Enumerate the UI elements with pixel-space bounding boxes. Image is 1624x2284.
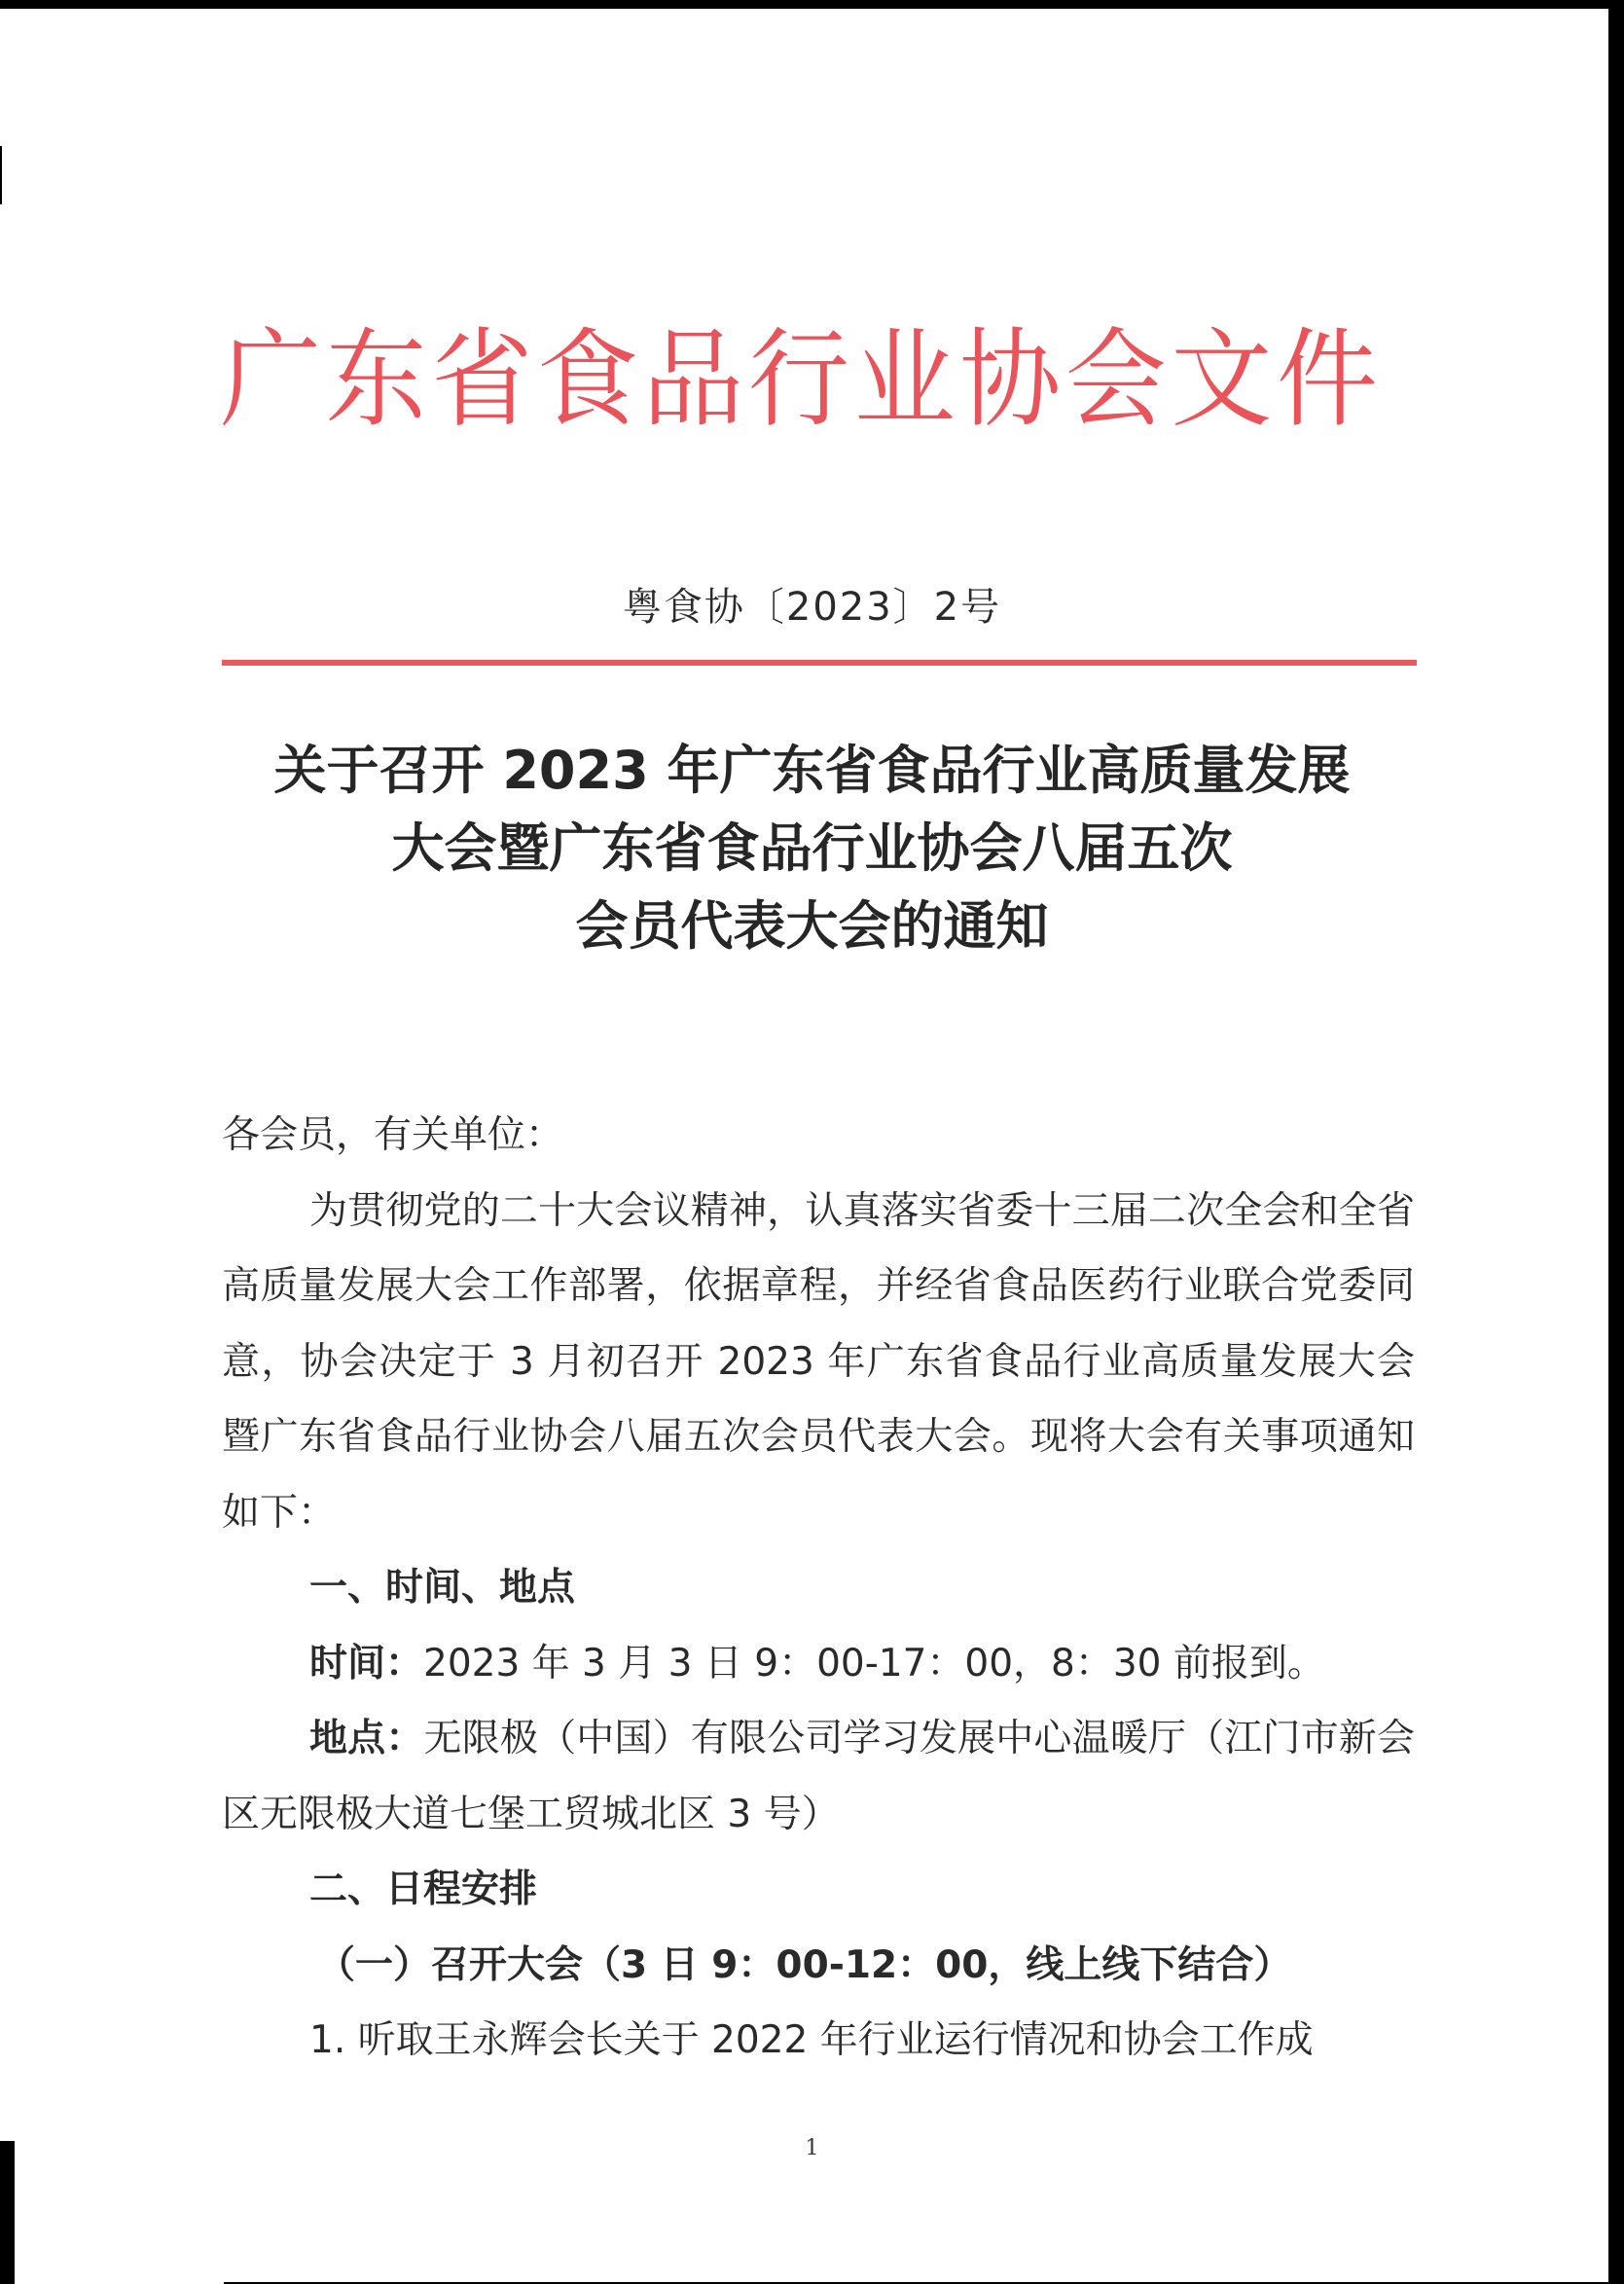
subject-line-3: 会员代表大会的通知 xyxy=(575,895,1049,957)
subject-line-2: 大会暨广东省食品行业协会八届五次 xyxy=(391,817,1233,879)
document-header-title: 广东省食品行业协会文件 xyxy=(220,316,1378,443)
place-line xyxy=(222,1701,1415,1852)
agenda-item-1: 1. 听取王永辉会长关于 2022 年行业运行情况和协会工作成 xyxy=(309,2018,1314,2062)
notice-subject-title xyxy=(0,732,1624,965)
section-heading-time-place: 一、时间、地点 xyxy=(309,1566,576,1610)
section-heading-schedule: 二、日程安排 xyxy=(309,1867,538,1911)
place-value: 无限极（中国）有限公司学习发展中心温暖厅（江门市新会区无限极大道七堡工贸城北区 3 号） xyxy=(222,1717,1415,1836)
page-number: 1 xyxy=(805,2136,819,2160)
time-value: 2023 年 3 月 3 日 9：00-17：00，8：30 前报到。 xyxy=(423,1641,1325,1686)
time-line xyxy=(222,1626,1415,1702)
time-label: 时间： xyxy=(309,1641,424,1686)
intro-paragraph: 为贯彻党的二十大会议精神，认真落实省委十三届二次全会和全省高质量发展大会工作部署，依据章程，并经省食品医药行业联合党委同意，协会决定于 3 月初召开 2023 年广东省食品行业高质量发展大会暨广东省食品行业协会八届五次会员代表大会。现将大会有关事项通知如下： xyxy=(222,1188,1415,1535)
subsection-heading-meeting: （一）召开大会（3 日 9：00-12：00，线上线下结合） xyxy=(317,1942,1292,1987)
document-body xyxy=(222,1098,1415,2079)
place-label: 地点： xyxy=(309,1717,424,1760)
subject-line-1: 关于召开 2023 年广东省食品行业高质量发展 xyxy=(273,740,1351,801)
document-number: 粤食协〔2023〕2号 xyxy=(622,585,1002,630)
salutation: 各会员，有关单位： xyxy=(222,1113,564,1157)
red-divider-rule xyxy=(222,660,1417,666)
